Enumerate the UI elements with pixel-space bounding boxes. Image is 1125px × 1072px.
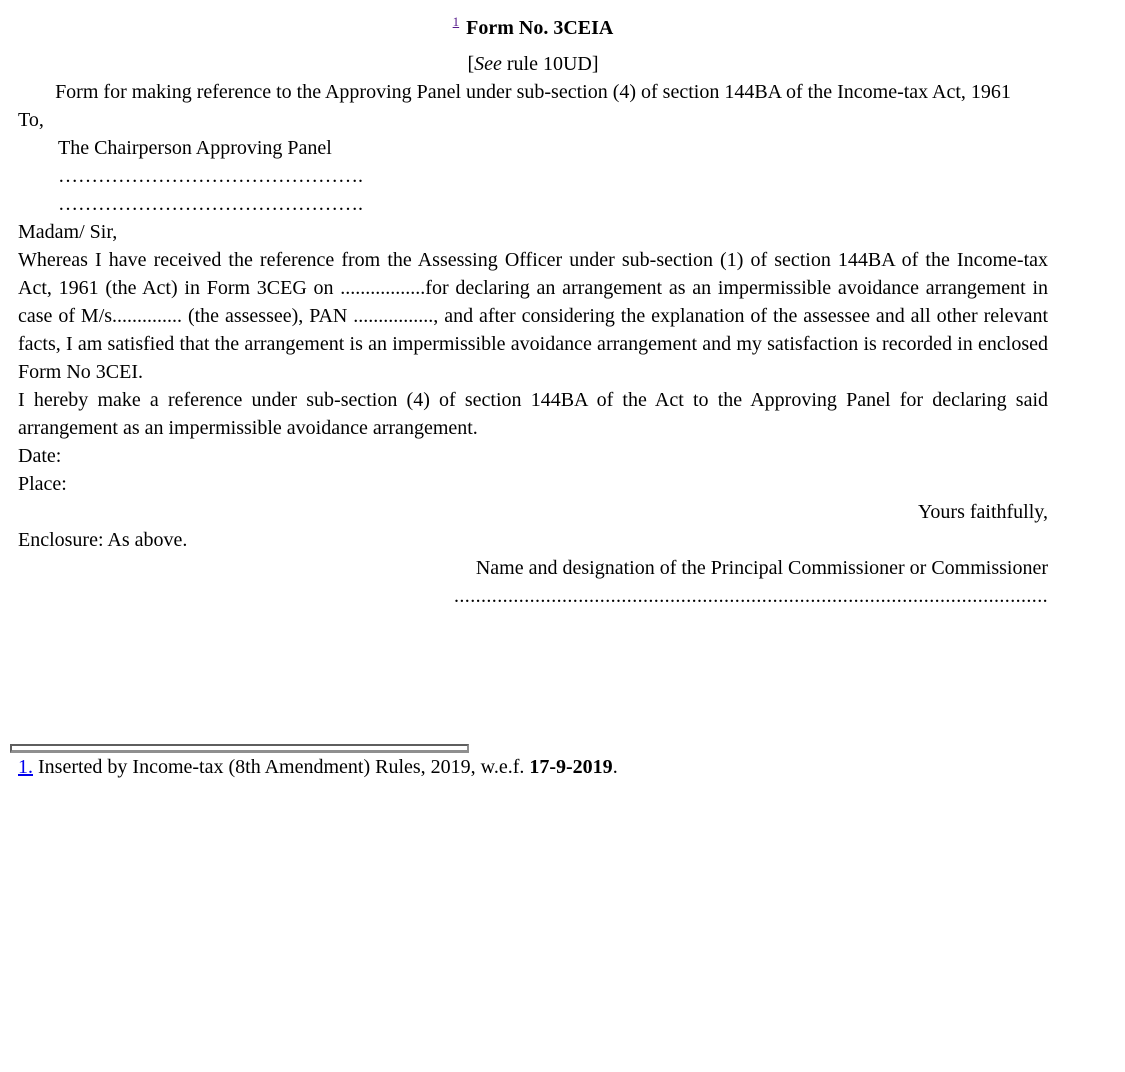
enclosure-line: Enclosure: As above. <box>18 529 188 551</box>
salutation: Madam/ Sir, <box>18 221 118 243</box>
footnote-separator <box>10 744 469 753</box>
footnote-text: Inserted by Income-tax (8th Amendment) Rules, 2019, w.e.f. <box>33 756 530 778</box>
footnote-ref-link[interactable]: 1 <box>452 14 460 30</box>
to-label: To, <box>18 109 44 131</box>
rule-ref-rest: rule 10UD] <box>501 53 599 75</box>
rule-ref-see: See <box>474 53 502 75</box>
address-dotted-line-2: ………………………………………. <box>58 193 363 215</box>
form-title-text: Form No. 3CEIA <box>466 17 614 39</box>
footnote-date: 17-9-2019 <box>529 756 613 778</box>
rule-reference <box>18 50 1048 78</box>
address-dotted-line-1: ………………………………………. <box>58 165 363 187</box>
place-label: Place: <box>18 473 67 495</box>
footnote-period: . <box>612 756 618 778</box>
date-label: Date: <box>18 445 62 467</box>
signature-caption: Name and designation of the Principal Commissioner or Commissioner <box>475 557 1048 579</box>
body-paragraph-2: I hereby make a reference under sub-section (4) of section 144BA of the Act to the Approving Panel for declaring said arrangement as an impermissible avoidance arrangement. <box>18 389 1048 439</box>
body-paragraph-1: Whereas I have received the reference from the Assessing Officer under sub-section (1) of section 144BA of the Income-tax Act, 1961 (the Act) in Form 3CEG on .................for declaring an arrangement as an impermissible avoidance arrangement in case of M/s.............. (the assessee), PAN ................, and after considering the explanation of the assessee and all other relevant facts, I am satisfied that the arrangement is an impermissible avoidance arrangement and my satisfaction is recorded in enclosed Form No 3CEI. <box>18 249 1048 383</box>
form-title <box>18 14 1048 42</box>
signature-dotted-line: .............................................................................................................. <box>454 585 1048 607</box>
closing-line: Yours faithfully, <box>917 501 1048 523</box>
footnote-line <box>18 753 1048 781</box>
addressee-line: The Chairperson Approving Panel <box>58 137 332 159</box>
form-description: Form for making reference to the Approving Panel under sub-section (4) of section 144BA of the Income-tax Act, 1961 <box>55 81 1011 103</box>
rule-ref-open: [ <box>467 53 475 75</box>
footnote-marker-link[interactable]: 1. <box>18 756 33 778</box>
